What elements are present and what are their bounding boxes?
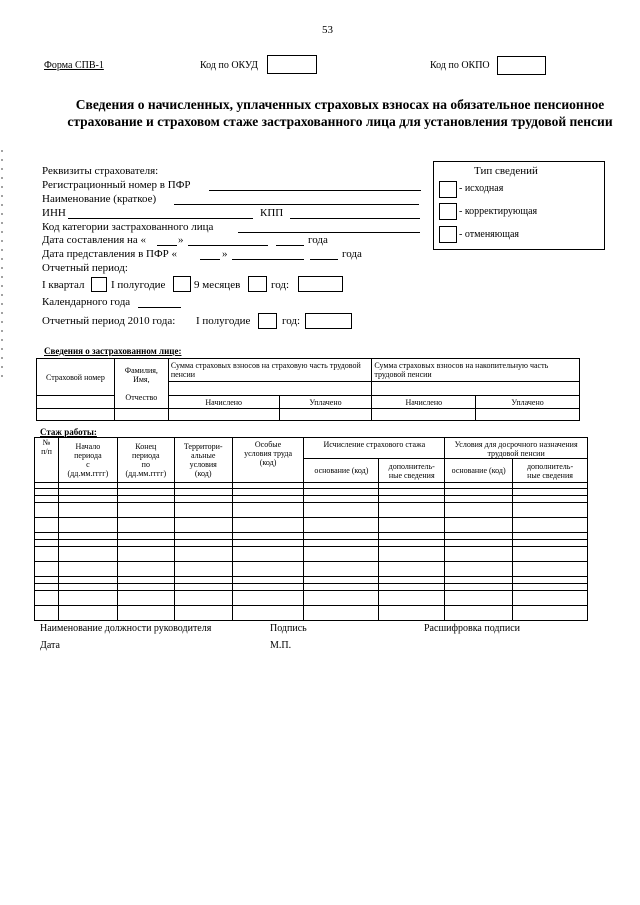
col-early-pension: Условия для досрочного назначения трудовой пенсии — [445, 438, 588, 459]
col-funded-part: Сумма страховых взносов на накопительную часть трудовой пенсии — [372, 359, 580, 382]
col-territorial: Территори- альные условия (код) — [174, 438, 232, 483]
insured-data-row[interactable] — [37, 409, 580, 421]
work-row[interactable] — [35, 503, 588, 518]
category-code-label: Код категории застрахованного лица — [42, 221, 214, 233]
insurance-accrued: Начислено — [168, 396, 279, 409]
okpo-label: Код по ОКПО — [430, 60, 490, 71]
work-row[interactable] — [35, 518, 588, 533]
date-submitted-day[interactable] — [200, 259, 220, 260]
page-number: 53 — [322, 24, 333, 36]
signature-label: Подпись — [270, 623, 307, 634]
seal-label: М.П. — [270, 640, 292, 651]
okud-field[interactable] — [267, 55, 317, 74]
info-type-corrective-label: - корректирующая — [459, 206, 538, 217]
year-word: года — [308, 234, 328, 246]
calendar-year-label: Календарного года — [42, 296, 131, 308]
work-table — [34, 437, 588, 621]
work-row[interactable] — [35, 533, 588, 540]
kpp-field[interactable] — [290, 218, 420, 219]
quote-close: » — [222, 248, 228, 260]
funded-accrued: Начислено — [372, 396, 476, 409]
funded-paid: Уплачено — [476, 396, 580, 409]
insurance-paid: Уплачено — [279, 396, 372, 409]
okud-label: Код по ОКУД — [200, 60, 258, 71]
early-basis: основание (код) — [445, 459, 513, 483]
category-code-field[interactable] — [238, 232, 420, 233]
calendar-year-field[interactable] — [138, 307, 181, 308]
manager-title-label: Наименование должности руководителя — [40, 623, 212, 634]
signature-decode-label: Расшифровка подписи — [424, 623, 520, 634]
period-2010-label: Отчетный период 2010 года: — [42, 315, 176, 327]
document-title: Сведения о начисленных, уплаченных страховых взносах на обязательное пенсионное страхование и страховом стаже застрахованного лица для установления трудовой пенсии — [67, 97, 613, 129]
name-short-field[interactable] — [174, 204, 419, 205]
col-special-conditions: Особые условия труда (код) — [232, 438, 304, 483]
scan-edge-marks — [1, 150, 3, 380]
date-composed-month[interactable] — [188, 245, 268, 246]
date-submitted-year[interactable] — [310, 259, 338, 260]
col-insurance-calc: Исчисление страхового стажа — [304, 438, 445, 459]
year-2010-label: год: — [282, 315, 301, 327]
year-label: год: — [271, 279, 290, 291]
work-row[interactable] — [35, 489, 588, 496]
q1-label: I квартал — [42, 279, 85, 291]
h1-checkbox[interactable] — [173, 276, 191, 292]
year-field[interactable] — [298, 276, 343, 292]
work-heading: Стаж работы: — [40, 427, 97, 437]
date-composed-day[interactable] — [157, 245, 177, 246]
work-row[interactable] — [35, 562, 588, 577]
q1-checkbox[interactable] — [91, 277, 107, 292]
m9-checkbox[interactable] — [248, 276, 267, 292]
kpp-label: КПП — [260, 207, 284, 219]
reg-number-label: Регистрационный номер в ПФР — [42, 179, 191, 191]
work-row[interactable] — [35, 540, 588, 547]
date-composed-label: Дата составления на « — [42, 234, 147, 246]
calc-basis: основание (код) — [304, 459, 379, 483]
reporting-period-label: Отчетный период: — [42, 262, 128, 274]
year-2010-field[interactable] — [305, 313, 352, 329]
work-row[interactable] — [35, 577, 588, 584]
col-full-name: Фамилия, Имя, Отчество — [114, 359, 168, 409]
info-type-cancel-label: - отменяющая — [459, 229, 519, 240]
info-type-initial-checkbox[interactable] — [439, 181, 457, 198]
info-type-corrective-checkbox[interactable] — [439, 203, 457, 220]
work-row[interactable] — [35, 591, 588, 606]
okpo-field[interactable] — [497, 56, 546, 75]
insured-table — [36, 358, 580, 421]
m9-label: 9 месяцев — [194, 279, 241, 291]
insurer-heading: Реквизиты страхователя: — [42, 165, 159, 177]
work-row[interactable] — [35, 606, 588, 621]
date-composed-year[interactable] — [276, 245, 304, 246]
name-short-label: Наименование (краткое) — [42, 193, 157, 205]
col-insurance-part: Сумма страховых взносов на страховую часть трудовой пенсии — [168, 359, 372, 382]
insured-heading: Сведения о застрахованном лице: — [44, 346, 182, 356]
year-word: года — [342, 248, 362, 260]
quote-close: » — [178, 234, 184, 246]
early-additional: дополнитель- ные сведения — [513, 459, 588, 483]
col-period-end: Конец периода по (дд.мм.гггг) — [117, 438, 174, 483]
work-row[interactable] — [35, 547, 588, 562]
info-type-title: Тип сведений — [474, 165, 538, 177]
h1-2010-checkbox[interactable] — [258, 313, 277, 329]
work-row[interactable] — [35, 584, 588, 591]
date-label: Дата — [40, 640, 60, 651]
work-row[interactable] — [35, 496, 588, 503]
date-submitted-month[interactable] — [232, 259, 304, 260]
h1-2010-label: I полугодие — [196, 315, 251, 327]
info-type-cancel-checkbox[interactable] — [439, 226, 457, 243]
col-insurance-number: Страховой номер — [37, 359, 115, 396]
inn-field[interactable] — [68, 218, 253, 219]
form-name: Форма СПВ-1 — [44, 60, 104, 71]
inn-label: ИНН — [42, 207, 66, 219]
calc-additional: дополнитель- ные сведения — [379, 459, 445, 483]
reg-number-field[interactable] — [209, 190, 421, 191]
date-submitted-label: Дата представления в ПФР « — [42, 248, 178, 260]
col-period-start: Начало периода с (дд.мм.гггг) — [58, 438, 117, 483]
h1-label: I полугодие — [111, 279, 166, 291]
col-num: № п/п — [35, 438, 59, 483]
info-type-initial-label: - исходная — [459, 183, 504, 194]
